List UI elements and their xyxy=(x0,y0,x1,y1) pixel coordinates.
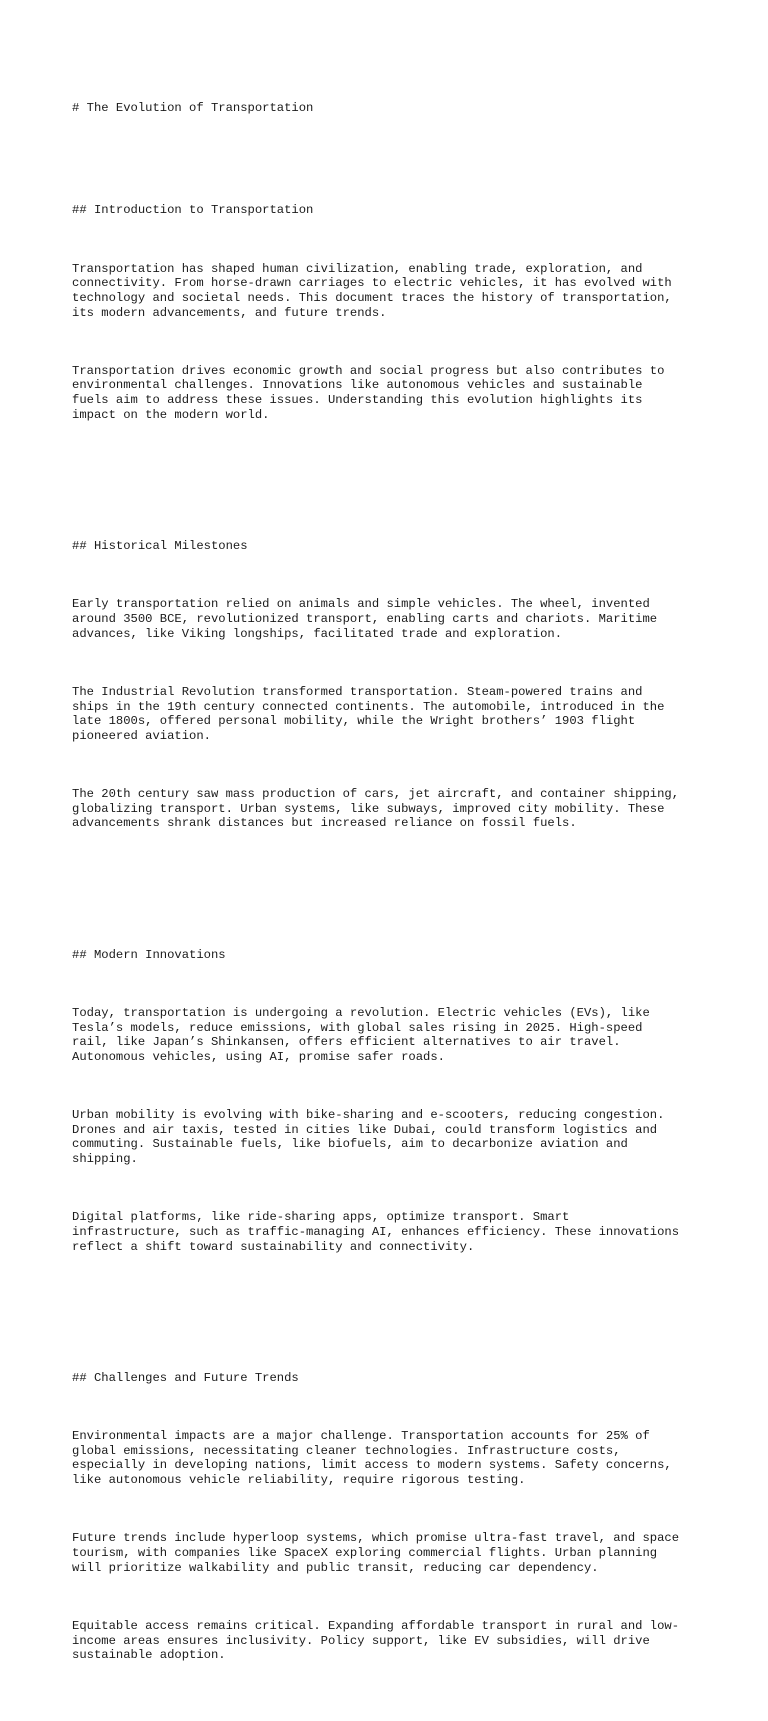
paragraph: Today, transportation is undergoing a revolution. Electric vehicles (EVs), like Tesla’s models, reduce emissions, with global sales rising in 2025. High-speed rail, like Japan’s Shinkansen, offers efficient alternatives to air travel. Autonomous vehicles, using AI, promise safer roads. xyxy=(72,1006,650,1064)
paragraph: The 20th century saw mass production of cars, jet aircraft, and container shipping, globalizing transport. Urban systems, like subways, improved city mobility. These advancements shrank distances but increased reliance on fossil fuels. xyxy=(72,787,680,831)
section-historical-milestones xyxy=(72,510,712,875)
section-heading: ## Modern Innovations xyxy=(72,947,226,962)
paragraph: Transportation drives economic growth and social progress but also contributes to environmental challenges. Innovations like autonomous vehicles and sustainable fuels aim to address these issues. Understanding this evolution highlights its impact on the modern world. xyxy=(72,363,665,422)
paragraph: Future trends include hyperloop systems, which promise ultra-fast travel, and space tourism, with companies like SpaceX exploring commercial flights. Urban planning will prioritize walkability and public transit, reducing car dependency. xyxy=(72,1531,680,1575)
paragraph: Digital platforms, like ride-sharing apps, optimize transport. Smart infrastructure, such as traffic-managing AI, enhances efficiency. These innovations reflect a shift toward sustainability and connectivity. xyxy=(72,1210,680,1254)
section-modern-innovations xyxy=(72,918,712,1297)
paragraph: Transportation has shaped human civilization, enabling trade, exploration, and connectivity. From horse-drawn carriages to electric vehicles, it has evolved with technology and societal needs. This document traces the history of transportation, its modern advancements, and future trends. xyxy=(72,261,672,320)
paragraph: Equitable access remains critical. Expanding affordable transport in rural and low- income areas ensures inclusivity. Policy support, like EV subsidies, will drive sustainable adoption. xyxy=(72,1618,680,1663)
section-heading: ## Challenges and Future Trends xyxy=(72,1370,299,1385)
document-page xyxy=(72,72,712,1721)
section-heading: ## Historical Milestones xyxy=(72,539,248,553)
paragraph: Environmental impacts are a major challenge. Transportation accounts for 25% of global emissions, necessitating cleaner technologies. Infrastructure costs, especially in developing nations, limit access to modern systems. Safety concerns, like autonomous vehicle reliability, require rigorous testing. xyxy=(72,1429,672,1487)
paragraph: The Industrial Revolution transformed transportation. Steam-powered trains and ships in the 19th century connected continents. The automobile, introduced in the late 1800s, offered personal mobility, while the Wright brothers’ 1903 flight pioneered aviation. xyxy=(72,684,665,743)
paragraph: Early transportation relied on animals and simple vehicles. The wheel, invented around 3500 BCE, revolutionized transport, enabling carts and chariots. Maritime advances, like Viking longships, facilitated trade and exploration. xyxy=(72,597,658,641)
document-title: # The Evolution of Transportation xyxy=(72,101,314,116)
section-heading: ## Introduction to Transportation xyxy=(72,203,314,218)
paragraph: Urban mobility is evolving with bike-sharing and e-scooters, reducing congestion. Drones and air taxis, tested in cities like Dubai, could transform logistics and commuting. Sustainable fuels, like biofuels, aim to decarbonize aviation and shipping. xyxy=(72,1108,665,1166)
section-challenges-future-trends xyxy=(72,1342,712,1707)
section-introduction xyxy=(72,174,712,466)
